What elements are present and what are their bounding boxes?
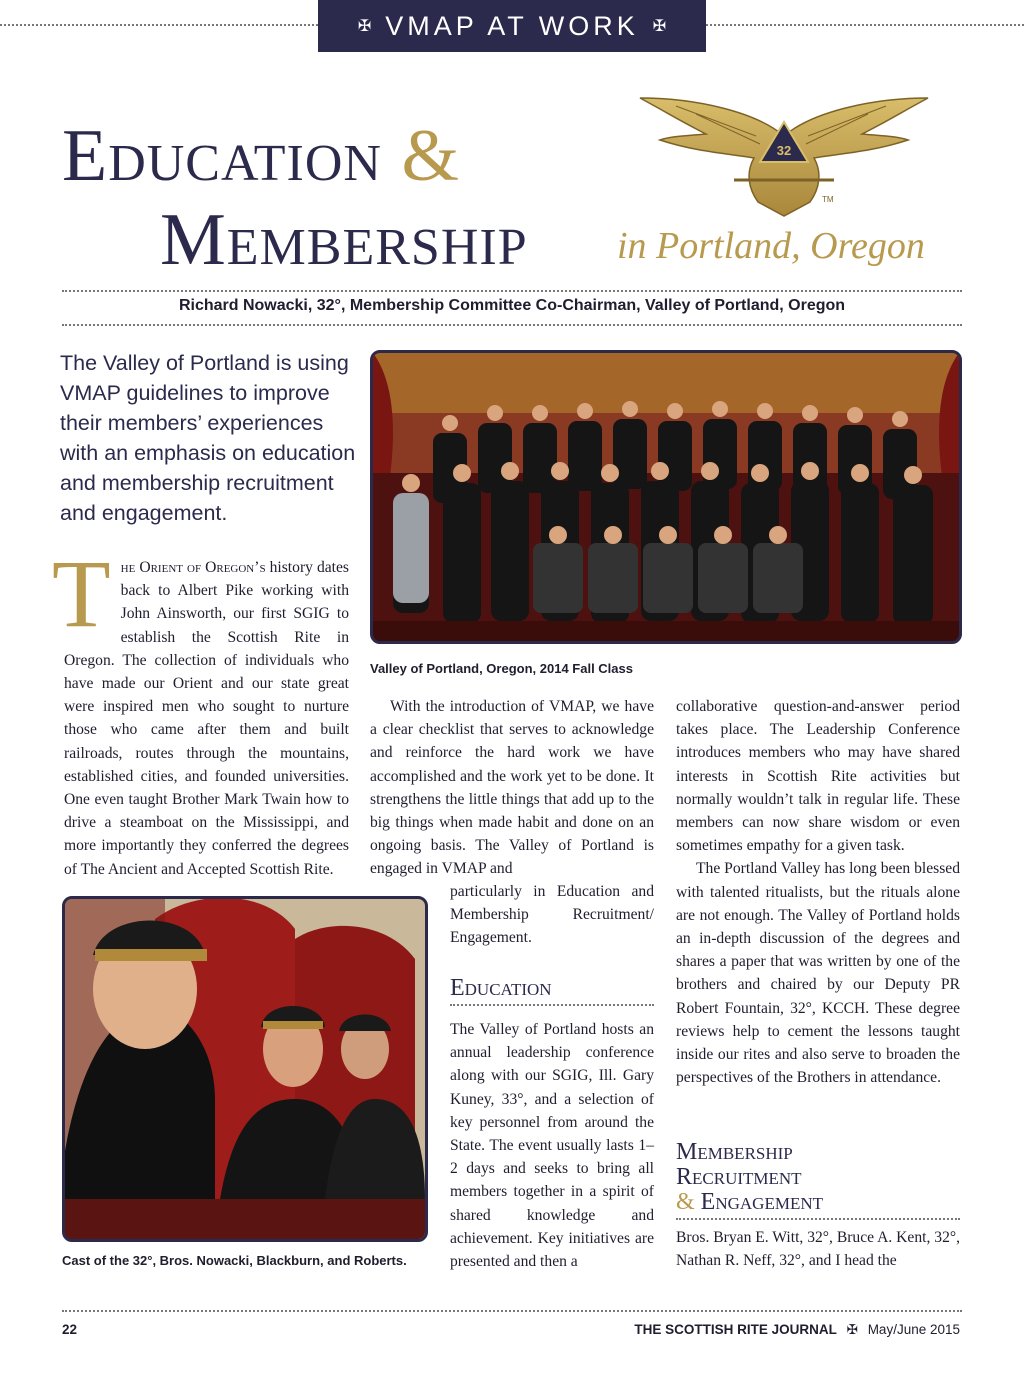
cross-icon: ✠ — [652, 18, 667, 35]
top-rule-left — [0, 24, 318, 26]
middle-column-top — [370, 695, 654, 881]
middle-column-cont — [450, 880, 654, 950]
section-tab — [318, 0, 706, 52]
education-column — [450, 1018, 654, 1273]
cast-photo-image — [65, 899, 425, 1239]
group-photo-image — [373, 353, 959, 641]
education-rule — [450, 1004, 654, 1006]
byline: Richard Nowacki, 32°, Membership Committee Co-Chairman, Valley of Portland, Oregon — [178, 297, 846, 314]
conference-paragraph: collaborative question-and-answer period takes place. The Leadership Conference introduces members who may have shared interests in Scottish Rite activities but normally wouldn’t talk in regular life. These members can now share wisdom or even sometimes empathy for a given task. — [676, 698, 960, 855]
eagle-icon — [636, 92, 932, 217]
emblem-tm: TM — [822, 195, 834, 204]
top-rule-right — [706, 24, 1024, 26]
intro-lead: he Orient of Oregon’s — [120, 559, 266, 576]
education-heading: Education — [450, 975, 552, 1001]
membership-column — [676, 1226, 960, 1272]
page-number: 22 — [62, 1322, 78, 1337]
membership-heading: Membership Recruitment & Engagement — [676, 1139, 823, 1215]
vmap-paragraph: With the introduction of VMAP, we have a clear checklist that serves to acknowledge and reinforce the hard work we have accomplished and the work yet to be done. It strengthens the little things that add up to the big things when made habit and done on an ongoing basis. The Valley of Portland is engaged in VMAP and — [370, 698, 654, 878]
cast-photo — [62, 896, 428, 1242]
intro-text: history dates back to Albert Pike working with John Ainsworth, our first SGIG to establish the Scottish Rite in Oregon. The collection of individuals who have made our Orient and our state great were inspired men who sought to nurture those who came after them and built railroads, routes through the mountains, established cities, and founded universities. One even taught Brother Mark Twain how to drive a steamboat on the Mississippi, and more importantly they conferred the degrees of The Ancient and Accepted Scottish Rite. — [64, 559, 350, 878]
vmap-paragraph-cont: particularly in Education and Membership Recruitment/ Engagement. — [450, 883, 654, 947]
eagle-emblem — [636, 92, 932, 217]
intro-column — [52, 540, 350, 881]
group-photo-caption: Valley of Portland, Oregon, 2014 Fall Class — [370, 661, 633, 676]
drop-cap: T — [52, 540, 111, 647]
section-tab-label: VMAP AT WORK — [385, 10, 639, 41]
membership-rule — [676, 1218, 960, 1220]
education-paragraph: The Valley of Portland hosts an annual leadership conference along with our SGIG, Ill. Gary Kuney, 33°, and a selection of key personnel from around the State. The event usually lasts 1–2 days and seeks to bring all members together in a spirit of shared knowledge and achievement. Key initiatives are presented and then a — [450, 1021, 654, 1271]
right-column — [676, 695, 960, 1089]
byline-rule-bottom — [62, 324, 962, 326]
headline-location: in Portland, Oregon — [617, 225, 925, 267]
ritualists-paragraph: The Portland Valley has long been blessed with talented ritualists, but the rituals alone are not enough. The Valley of Portland holds an in-depth discussion of the degrees and shares a paper that was written by one of the brothers and chaired by our Deputy PR Robert Fountain, 32°, KCCH. These degree reviews help to cement the lessons taught inside our rites and also serve to broaden the perspectives of the Brothers in attendance. — [676, 860, 960, 1087]
membership-paragraph: Bros. Bryan E. Witt, 32°, Bruce A. Kent, 32°, Nathan R. Neff, 32°, and I head the — [676, 1229, 960, 1270]
emblem-number: 32 — [776, 143, 792, 158]
cast-photo-caption: Cast of the 32°, Bros. Nowacki, Blackburn, and Roberts. — [62, 1253, 407, 1268]
footer-rule — [62, 1310, 962, 1312]
byline-rule-top — [62, 290, 962, 292]
footer-journal: THE SCOTTISH RITE JOURNAL ✠ May/June 2015 — [634, 1322, 960, 1337]
headline-line2: Membership — [160, 199, 528, 281]
cross-icon: ✠ — [846, 1322, 858, 1337]
group-photo — [370, 350, 962, 644]
dek-summary: The Valley of Portland is using VMAP guidelines to improve their members’ experiences with an emphasis on education and membership recruitment and engagement. — [60, 351, 356, 525]
cross-icon: ✠ — [357, 18, 372, 35]
headline-line1: Education & — [62, 115, 461, 197]
